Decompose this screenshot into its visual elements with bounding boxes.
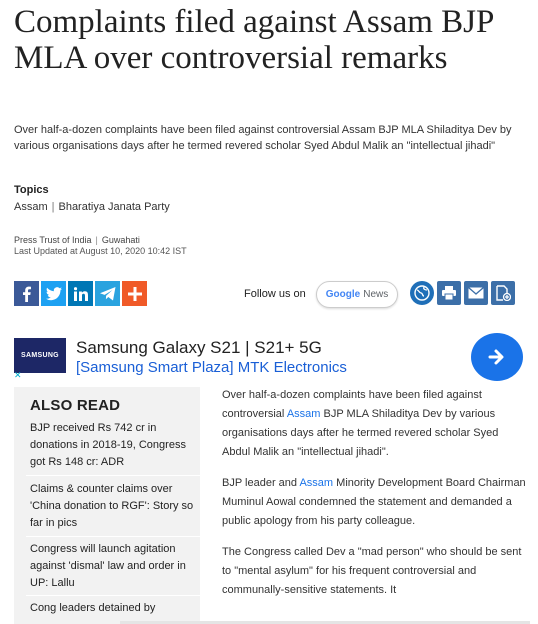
location: Guwahati <box>101 235 140 245</box>
google-news-button[interactable] <box>316 281 398 308</box>
twitter-icon <box>46 287 62 301</box>
ad-title[interactable]: Samsung Galaxy S21 | S21+ 5G <box>76 338 322 357</box>
assam-topic-link[interactable]: Assam <box>286 408 321 420</box>
mail-icon <box>468 287 484 299</box>
also-read-item[interactable]: Cong leaders detained by <box>30 602 156 614</box>
telegram-icon <box>100 287 116 301</box>
body-paragraph-3: The Congress called Dev a "mad person" who should be sent to "mental asylum" for his frequent controversial and communally-sensitive statements. It <box>222 546 522 596</box>
plus-icon <box>128 287 142 301</box>
body-paragraph-2 <box>222 474 528 531</box>
advertisement-banner[interactable] <box>14 333 526 381</box>
telegram-share-button[interactable] <box>95 281 120 306</box>
topics-list <box>14 201 170 213</box>
google-news-news-text: News <box>363 289 389 300</box>
share-bar <box>14 281 147 306</box>
also-read-item[interactable]: Claims & counter claims over 'China donation to RGF': Story so far in pics <box>30 483 194 529</box>
last-updated: Last Updated at August 10, 2020 10:42 IST <box>14 246 187 256</box>
globe-icon <box>414 285 430 301</box>
linkedin-share-button[interactable] <box>68 281 93 306</box>
linkedin-icon <box>74 287 88 301</box>
assam-topic-link[interactable]: Assam <box>299 477 334 489</box>
save-pdf-button[interactable] <box>491 281 515 305</box>
arrow-right-icon <box>485 345 509 369</box>
also-read-heading: ALSO READ <box>30 397 121 414</box>
also-read-item[interactable]: Congress will launch agitation against 'dismal' law and order in UP: Lallu <box>30 543 186 589</box>
facebook-share-button[interactable] <box>14 281 39 306</box>
print-button[interactable] <box>437 281 461 305</box>
translate-button[interactable] <box>410 281 434 305</box>
google-news-google-text: Google <box>325 289 361 300</box>
source-name: Press Trust of India <box>14 235 92 245</box>
printer-icon <box>441 285 457 301</box>
facebook-icon <box>20 286 34 302</box>
divider <box>26 475 200 476</box>
ad-close-icon[interactable]: ✕ <box>14 370 22 380</box>
email-button[interactable] <box>464 281 488 305</box>
text-span: BJP leader and <box>222 477 300 489</box>
document-plus-icon <box>495 285 511 301</box>
samsung-logo: SAMSUNG <box>14 338 66 373</box>
article-headline: Complaints filed against Assam BJP MLA over controversial remarks <box>14 4 494 76</box>
ad-subtitle[interactable]: [Samsung Smart Plaza] MTK Electronics <box>76 359 347 376</box>
byline <box>14 235 140 245</box>
byline-separator: | <box>95 235 98 245</box>
follow-us-label: Follow us on <box>244 288 306 300</box>
ad-directions-button[interactable] <box>471 333 523 381</box>
topic-link-bjp[interactable]: Bharatiya Janata Party <box>58 201 170 213</box>
text-span: Over half-a-dozen complaints have been filed against controversial <box>222 389 482 420</box>
twitter-share-button[interactable] <box>41 281 66 306</box>
article-body <box>222 386 528 612</box>
divider <box>26 595 200 596</box>
article-summary: Over half-a-dozen complaints have been filed against controversial Assam BJP MLA Shiladitya Dev by various organisations days after he termed revered scholar Syed Abdul Malik an "intellectual jihadi" <box>14 124 512 152</box>
topic-separator: | <box>51 201 55 213</box>
also-read-box <box>14 387 200 624</box>
more-share-button[interactable] <box>122 281 147 306</box>
also-read-item[interactable]: BJP received Rs 742 cr in donations in 2018-19, Congress got Rs 148 cr: ADR <box>30 422 186 468</box>
topics-label: Topics <box>14 184 49 196</box>
article-tools <box>410 281 515 305</box>
divider <box>26 536 200 537</box>
text-span: BJP MLA Shiladitya Dev by various organisations days after he termed revered scholar Syed Abdul Malik an "intellectual jihadi". <box>222 408 499 458</box>
body-paragraph-1 <box>222 386 528 462</box>
text-span: Minority Development Board Chairman Muminul Aowal condemned the statement and demanded a public apology from his party colleague. <box>222 477 526 527</box>
topic-link-assam[interactable]: Assam <box>14 201 48 213</box>
